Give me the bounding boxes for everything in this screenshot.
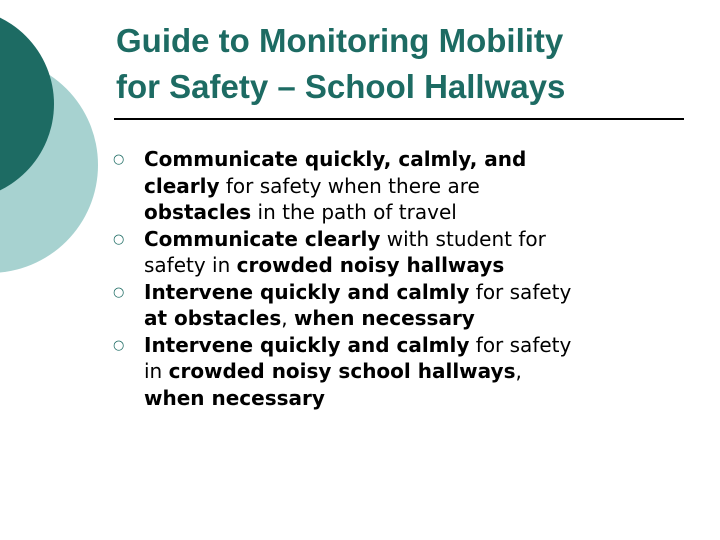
title-line-1: Guide to Monitoring Mobility bbox=[116, 22, 564, 59]
bullet-item bbox=[113, 226, 713, 279]
bullet-item bbox=[113, 146, 713, 226]
bold-text: Communicate clearly bbox=[144, 226, 381, 251]
bullet-line bbox=[144, 226, 713, 253]
decorative-circles bbox=[0, 0, 120, 300]
bullet-item bbox=[113, 332, 713, 412]
bold-text: when necessary bbox=[144, 385, 325, 410]
bullet-item bbox=[113, 279, 713, 332]
bold-text: obstacles bbox=[144, 200, 252, 224]
bullet-line bbox=[144, 305, 713, 332]
bullet-line bbox=[144, 199, 713, 226]
normal-text: with student for bbox=[380, 226, 546, 251]
normal-text: , bbox=[515, 359, 522, 383]
normal-text: , bbox=[281, 306, 294, 330]
bullet-line bbox=[144, 332, 713, 359]
normal-text: for safety bbox=[469, 332, 572, 357]
hollow-circle-icon: ○ bbox=[113, 337, 125, 353]
bold-text: Communicate quickly, calmly, and bbox=[144, 147, 527, 171]
hollow-circle-icon: ○ bbox=[113, 231, 125, 247]
bold-text: when necessary bbox=[293, 306, 475, 330]
bullet-line bbox=[144, 279, 713, 306]
bold-text: crowded noisy school hallways bbox=[168, 359, 516, 383]
bullet-line bbox=[144, 146, 713, 173]
hollow-circle-icon: ○ bbox=[113, 152, 125, 167]
bold-text: at obstacles bbox=[144, 306, 282, 330]
bold-text: Intervene quickly and calmly bbox=[144, 332, 470, 357]
normal-text: for safety bbox=[469, 279, 572, 304]
title-divider bbox=[114, 118, 684, 120]
bullet-line bbox=[144, 358, 713, 385]
normal-text: in bbox=[144, 359, 169, 383]
normal-text: in the path of travel bbox=[251, 200, 457, 224]
bold-text: clearly bbox=[144, 173, 220, 198]
bold-text: crowded noisy hallways bbox=[236, 253, 505, 277]
bold-text: Intervene quickly and calmly bbox=[144, 279, 470, 304]
slide-title bbox=[116, 18, 696, 110]
hollow-circle-icon: ○ bbox=[113, 284, 125, 300]
title-line-2: for Safety – School Hallways bbox=[116, 68, 566, 105]
bullet-line bbox=[144, 252, 713, 279]
bullet-list bbox=[113, 146, 713, 411]
normal-text: safety in bbox=[144, 253, 237, 277]
bullet-line bbox=[144, 173, 713, 200]
bullet-line bbox=[144, 385, 713, 412]
normal-text: for safety when there are bbox=[219, 173, 480, 198]
